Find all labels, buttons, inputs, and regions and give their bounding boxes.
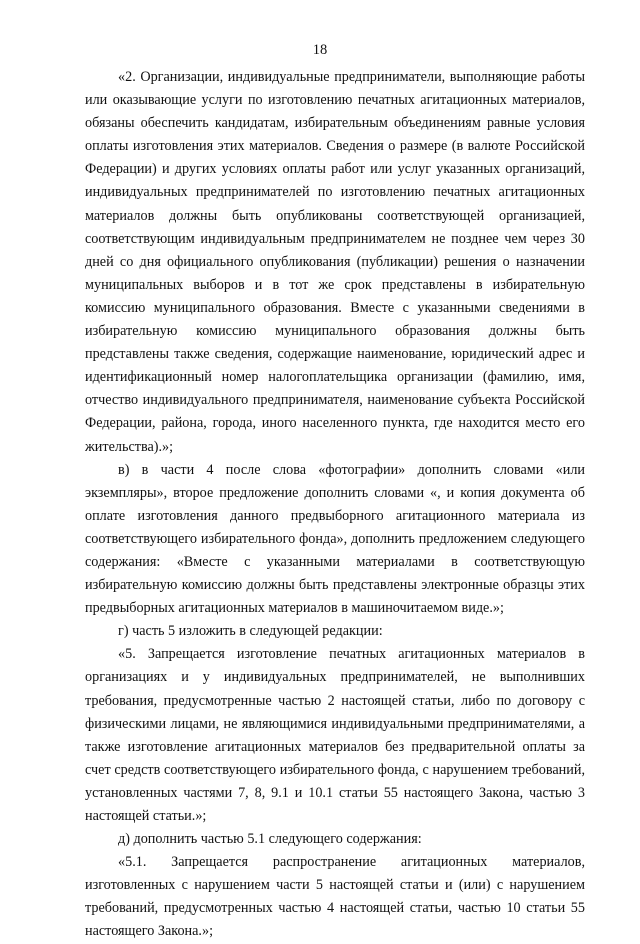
paragraph-part-2-text: «2. Организации, индивидуальные предприниматели, выполняющие работы или оказывающие услуги по изготовлению печатных агитационных материалов, обязаны обеспечить кандидатам, избирательным объединениям равные условия оплаты изготовления этих материалов. Сведения о размере (в валюте Российской Федерации) и других условиях оплаты работ или услуг указанных организаций, индивидуальных предпринимателей по изготовлению печатных агитационных материалов должны быть опубликованы соответствующей организацией, соответствующим индивидуальным предпринимателем не позднее чем через 30 дней со дня официального опубликования (публикации) решения о назначении муниципальных выборов и в тот же срок представлены в избирательную комиссию муниципального образования. Вместе с указанными сведениями в избирательную комиссию муниципального образования должны быть представлены также сведения, содержащие наименование, юридический адрес и идентификационный номер налогоплательщика организации (фамилию, имя, отчество индивидуального предпринимателя, наименование субъекта Российской Федерации, района, города, иного населенного пункта, где находится место его жительства).»;: [85, 69, 585, 455]
paragraph-part-5-text: «5. Запрещается изготовление печатных агитационных материалов в организациях и у индивидуальных предпринимателей, не выполнивших требования, предусмотренные частью 2 настоящей статьи, либо по договору с физическими лицами, не являющимися индивидуальными предпринимателями, а также изготовление агитационных материалов без предварительной оплаты за счет средств соответствующего избирательного фонда, с нарушением требований, установленных частями 7, 8, 9.1 и 10.1 статьи 55 настоящего Закона, частью 3 настоящей статьи.»;: [85, 646, 585, 824]
paragraph-amendment-g: г) часть 5 изложить в следующей редакции:: [118, 623, 383, 640]
document-body: [85, 66, 585, 944]
paragraph-amendment-v: в) в части 4 после слова «фотографии» дополнить словами «или экземпляры», второе предложение дополнить словами «, и копия документа об оплате изготовления данного предвыборного агитационного материала из соответствующего избирательного фонда», дополнить предложением следующего содержания: «Вместе с указанными материалами в соответствующую избирательную комиссию должны быть представлены электронные образцы этих предвыборных агитационных материалов в машиночитаемом виде.»;: [85, 461, 585, 617]
page-number: 18: [312, 42, 328, 58]
paragraph-part-5-1-text: «5.1. Запрещается распространение агитационных материалов, изготовленных с нарушением части 5 настоящей статьи и (или) с нарушением требований, предусмотренных частью 4 настоящей статьи, частью 10 статьи 55 настоящего Закона.»;: [85, 854, 585, 940]
paragraph-amendment-d: д) дополнить частью 5.1 следующего содержания:: [118, 831, 422, 848]
